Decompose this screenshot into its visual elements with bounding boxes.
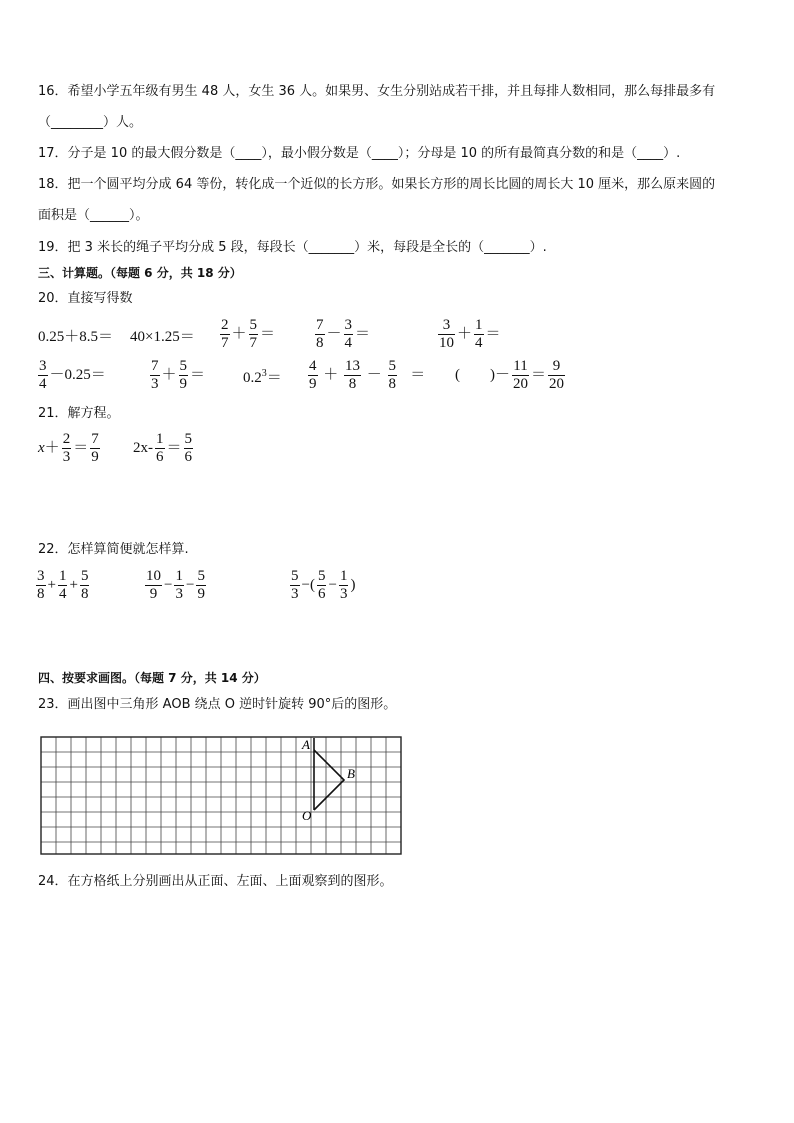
triangle-aob	[314, 750, 344, 810]
q24-text: 24．在方格纸上分别画出从正面、左面、上面观察到的图形。	[38, 874, 393, 889]
q20-item-7: $\frac{7}{3}$ ＋ $\frac{5}{9}$ ＝	[151, 358, 206, 392]
point-a-label: A	[302, 737, 310, 752]
q16-line1: 16．希望小学五年级有男生 48 人，女生 36 人。如果男、女生分别站成若干排，并且每排人数相同，那么每排最多有	[38, 84, 716, 99]
q20-item-8: $0.2^3=$	[243, 368, 282, 386]
q20-item-2: 40×1.25＝	[130, 329, 195, 345]
square-grid	[40, 736, 402, 856]
q21-equation-2: 2x- $\frac{1}{6}$ ＝ $\frac{5}{6}$	[133, 431, 193, 465]
q22-expression-2: $\frac{10}{9}$ − $\frac{1}{3}$ − $\frac{5}{9}$	[146, 568, 205, 602]
q18-line2: 面积是（______）。	[38, 208, 149, 223]
q23-grid-figure	[40, 736, 402, 860]
q20-item-6: $\frac{3}{4}$ －0.25＝	[39, 358, 106, 392]
section-3-heading: 三、计算题。（每题 6 分，共 18 分）	[38, 266, 242, 280]
q20-item-10: ( )－ $\frac{11}{20}$ ＝ $\frac{9}{20}$	[455, 358, 565, 392]
point-o-label: O	[302, 808, 312, 823]
q22-expression-3: $\frac{5}{3}$ −( $\frac{5}{6}$ − $\frac{1}{3}$ )	[291, 568, 356, 602]
section-4-heading: 四、按要求画图。（每题 7 分，共 14 分）	[38, 671, 266, 685]
q20-item-9: $\frac{4}{9}$ ＋ $\frac{13}{8}$ － $\frac{5}{8}$ ＝	[309, 358, 426, 392]
q20-title: 20．直接写得数	[38, 291, 133, 306]
q20-item-4: $\frac{7}{8}$ － $\frac{3}{4}$ ＝	[316, 317, 371, 351]
q21-equation-1: x＋ $\frac{2}{3}$ ＝ $\frac{7}{9}$	[38, 431, 99, 465]
q20-item-3: $\frac{2}{7}$ ＋ $\frac{5}{7}$ ＝	[221, 317, 276, 351]
q21-title: 21．解方程。	[38, 406, 120, 421]
q20-item-1: 0.25＋8.5＝	[38, 329, 114, 345]
q23-text: 23．画出图中三角形 AOB 绕点 O 逆时针旋转 90°后的图形。	[38, 697, 397, 712]
q19-text: 19．把 3 米长的绳子平均分成 5 段，每段长（_______）米，每段是全长的（_______）.	[38, 240, 547, 255]
point-b-label: B	[347, 766, 355, 781]
q22-title: 22．怎样算简便就怎样算.	[38, 542, 189, 557]
q18-line1: 18．把一个圆平均分成 64 等份，转化成一个近似的长方形。如果长方形的周长比圆的周长大 10 厘米，那么原来圆的	[38, 177, 716, 192]
q16-line2: （________）人。	[38, 115, 143, 130]
q20-item-5: $\frac{3}{10}$ ＋ $\frac{1}{4}$ ＝	[439, 317, 501, 351]
q17-text: 17．分子是 10 的最大假分数是（____），最小假分数是（____）；分母是 10 的所有最简真分数的和是（____）.	[38, 146, 681, 161]
q22-expression-1: $\frac{3}{8}$ + $\frac{1}{4}$ + $\frac{5}{8}$	[37, 568, 89, 602]
